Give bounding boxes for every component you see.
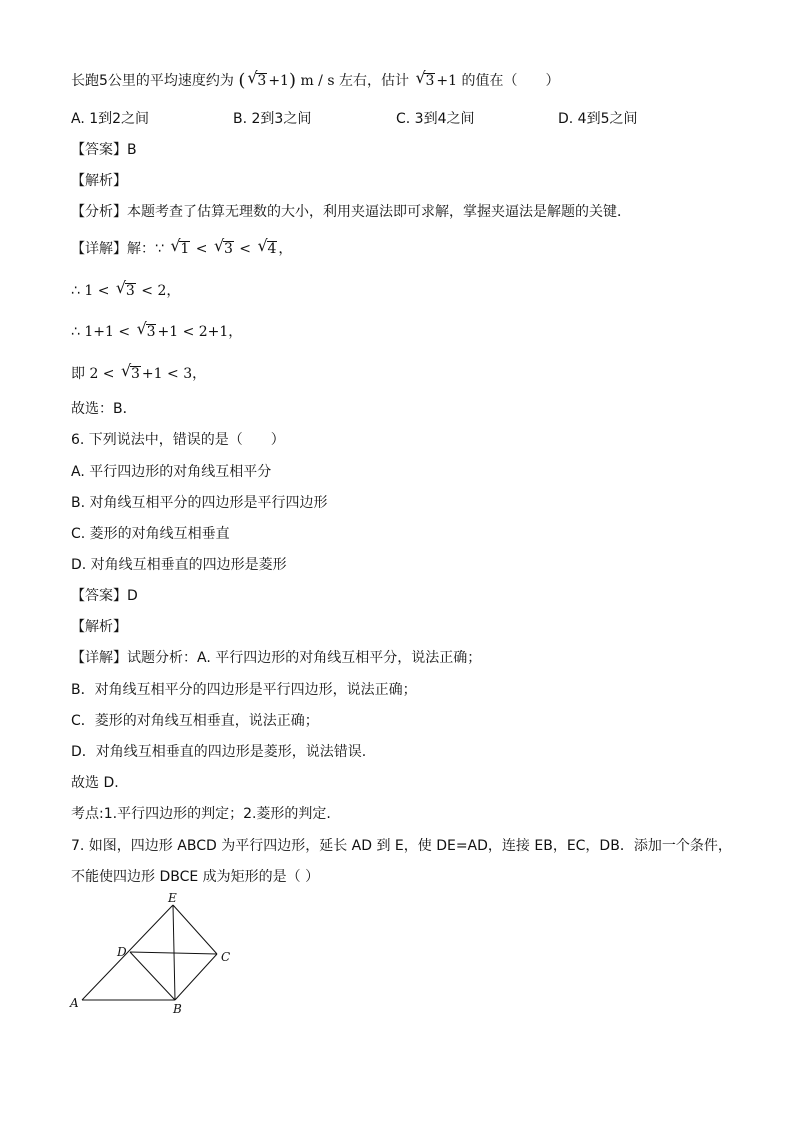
q5-answer: 【答案】B xyxy=(71,142,137,158)
q6-detail-1: 【详解】试题分析：A. 平行四边形的对角线互相平分，说法正确； xyxy=(71,650,482,666)
q5-option-a: A. 1到2之间 xyxy=(71,111,150,127)
q5-detail-inequality: √ 1 < √ 3 < √ 4 ， xyxy=(170,236,293,257)
q5-stem-part2: 左右，估计 xyxy=(338,73,409,89)
q7-figure xyxy=(60,890,260,1020)
label-c: C xyxy=(221,950,231,964)
sqrt-3: √ 3 xyxy=(247,68,267,89)
q6-detail-2: B．对角线互相平分的四边形是平行四边形，说法正确； xyxy=(71,682,417,698)
q5-step3: 即 2 < √ 3 +1 < 3， xyxy=(71,361,207,382)
q6-analysis-label: 【解析】 xyxy=(71,619,127,635)
q5-stem-part1: 长跑5公里的平均速度约为 xyxy=(71,73,234,89)
q5-stem xyxy=(71,68,560,91)
label-e: E xyxy=(168,891,177,905)
label-d: D xyxy=(117,945,127,959)
q6-option-d: D. 对角线互相垂直的四边形是菱形 xyxy=(71,557,287,573)
label-b: B xyxy=(173,1002,182,1016)
q5-stem-part3: 的值在（ ） xyxy=(461,73,560,89)
q6-stem: 6. 下列说法中，错误的是（ ） xyxy=(71,432,285,448)
q5-option-d: D. 4到5之间 xyxy=(558,111,638,127)
q6-option-c: C. 菱形的对角线互相垂直 xyxy=(71,526,230,542)
q6-option-b: B. 对角线互相平分的四边形是平行四边形 xyxy=(71,495,328,511)
q5-speed-expression: ( √ 3 +1) xyxy=(238,68,296,91)
label-a: A xyxy=(70,996,79,1010)
q7-stem-line2: 不能使四边形 DBCE 成为矩形的是（ ） xyxy=(71,869,320,885)
q5-analysis-label: 【解析】 xyxy=(71,173,127,189)
q5-analysis: 【分析】本题考查了估算无理数的大小，利用夹逼法即可求解，掌握夹逼法是解题的关键． xyxy=(71,204,631,220)
q5-detail xyxy=(71,236,293,258)
line-bc xyxy=(175,954,217,1000)
q6-conclusion: 故选 D. xyxy=(71,775,119,791)
q7-stem-line1: 7. 如图，四边形 ABCD 为平行四边形，延长 AD 到 E，使 DE=AD，连接 EB，EC，DB．添加一个条件， xyxy=(71,838,732,854)
q6-kaodian: 考点:1.平行四边形的判定；2.菱形的判定. xyxy=(71,806,331,822)
line-db xyxy=(130,952,175,1000)
q6-detail-4: D．对角线互相垂直的四边形是菱形，说法错误. xyxy=(71,744,367,760)
q5-estimate-expression: √ 3 +1 xyxy=(415,68,457,89)
q5-option-c: C. 3到4之间 xyxy=(396,111,475,127)
q5-conclusion: 故选：B． xyxy=(71,401,137,417)
q5-step1: ∴ 1 < √ 3 < 2， xyxy=(71,278,181,299)
q5-option-b: B. 2到3之间 xyxy=(233,111,312,127)
line-ec xyxy=(173,905,217,954)
q6-option-a: A. 平行四边形的对角线互相平分 xyxy=(71,464,272,480)
q5-unit: m / s xyxy=(300,73,335,89)
q5-step2: ∴ 1+1 < √ 3 +1 < 2+1， xyxy=(71,319,243,340)
q6-answer: 【答案】D xyxy=(71,588,138,604)
q5-detail-prefix: 【详解】解：∵ xyxy=(71,241,164,257)
q6-detail-3: C．菱形的对角线互相垂直，说法正确； xyxy=(71,713,319,729)
